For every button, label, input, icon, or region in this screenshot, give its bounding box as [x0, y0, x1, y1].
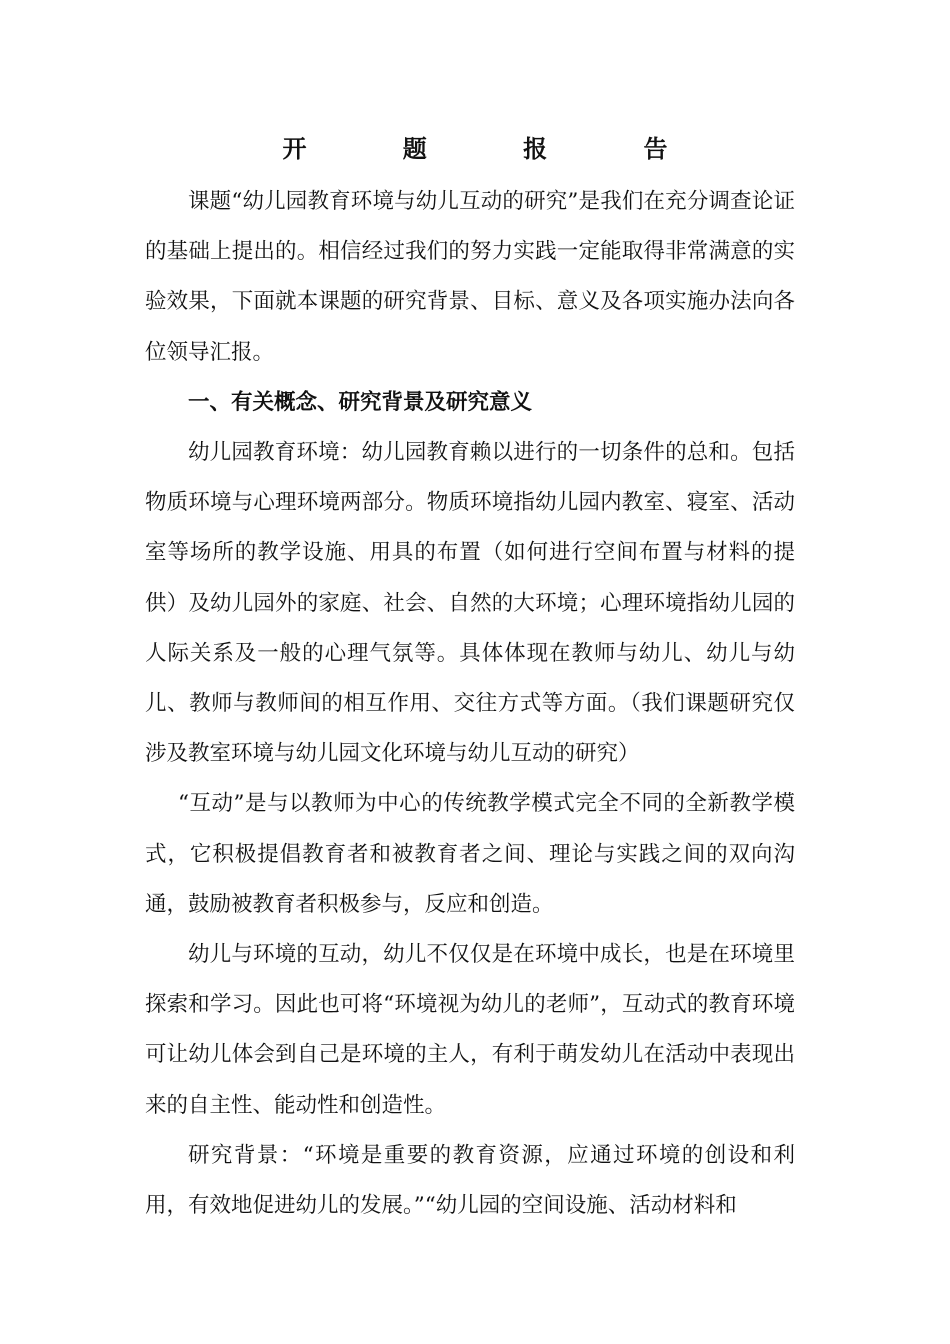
research-background-paragraph: 研究背景：“环境是重要的教育资源，应通过环境的创设和利用，有效地促进幼儿的发展。”“幼儿园的空间设施、活动材料和: [145, 1142, 795, 1219]
child-environment-paragraph: 幼儿与环境的互动，幼儿不仅仅是在环境中成长，也是在环境里探索和学习。因此也可将“环境视为幼儿的老师”，互动式的教育环境可让幼儿体会到自己是环境的主人，有利于萌发幼儿在活动中表现出来的自主性、能动性和创造性。: [145, 942, 795, 1118]
concept-interaction-paragraph: “互动”是与以教师为中心的传统教学模式完全不同的全新教学模式，它积极提倡教育者和被教育者之间、理论与实践之间的双向沟通，鼓励被教育者积极参与，反应和创造。: [145, 791, 795, 917]
document-body: [145, 177, 795, 1231]
section-heading: 一、有关概念、研究背景及研究意义: [188, 389, 533, 415]
intro-paragraph: 课题“幼儿园教育环境与幼儿互动的研究”是我们在充分调查论证的基础上提出的。相信经过我们的努力实践一定能取得非常满意的实验效果，下面就本课题的研究背景、目标、意义及各项实施办法向各位领导汇报。: [145, 189, 795, 365]
report-title: 开 题 报 告: [282, 134, 712, 163]
concept-environment-paragraph: 幼儿园教育环境：幼儿园教育赖以进行的一切条件的总和。包括物质环境与心理环境两部分。物质环境指幼儿园内教室、寝室、活动室等场所的教学设施、用具的布置（如何进行空间布置与材料的提供）及幼儿园外的家庭、社会、自然的大环境；心理环境指幼儿园的人际关系及一般的心理气氛等。具体体现在教师与幼儿、幼儿与幼儿、教师与教师间的相互作用、交往方式等方面。（我们课题研究仅涉及教室环境与幼儿园文化环境与幼儿互动的研究）: [145, 440, 795, 767]
